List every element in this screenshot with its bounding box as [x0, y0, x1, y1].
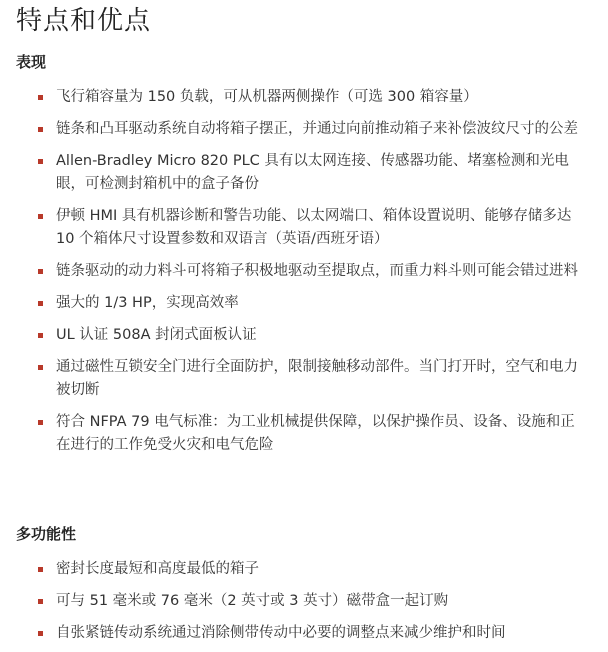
section-title-performance: 表现: [16, 53, 47, 71]
list-item: 飞行箱容量为 150 负载，可从机器两侧操作（可选 300 箱容量）: [0, 86, 608, 109]
page-title: 特点和优点: [16, 6, 152, 36]
list-item: 密封长度最短和高度最低的箱子: [0, 558, 608, 581]
list-item: UL 认证 508A 封闭式面板认证: [0, 324, 608, 347]
list-item: Allen-Bradley Micro 820 PLC 具有以太网连接、传感器功能、堵塞检测和光电眼，可检测封箱机中的盒子备份: [0, 150, 608, 196]
list-item: 符合 NFPA 79 电气标准：为工业机械提供保障，以保护操作员、设备、设施和正在进行的工作免受火灾和电气危险: [0, 411, 608, 457]
bullet-icon: [38, 159, 43, 164]
list-item: 强大的 1/3 HP，实现高效率: [0, 292, 608, 315]
list-item: 通过磁性互锁安全门进行全面防护，限制接触移动部件。当门打开时，空气和电力被切断: [0, 356, 608, 402]
bullet-icon: [38, 365, 43, 370]
bullet-icon: [38, 269, 43, 274]
bullet-icon: [38, 95, 43, 100]
bullet-icon: [38, 333, 43, 338]
bullet-icon: [38, 599, 43, 604]
bullet-icon: [38, 631, 43, 636]
bullet-icon: [38, 127, 43, 132]
performance-list: [0, 86, 608, 457]
list-item: 可与 51 毫米或 76 毫米（2 英寸或 3 英寸）磁带盒一起订购: [0, 590, 608, 613]
list-item: 链条和凸耳驱动系统自动将箱子摆正，并通过向前推动箱子来补偿波纹尺寸的公差: [0, 118, 608, 141]
list-item: 伊顿 HMI 具有机器诊断和警告功能、以太网端口、箱体设置说明、能够存储多达 10 个箱体尺寸设置参数和双语言（英语/西班牙语）: [0, 205, 608, 251]
bullet-icon: [38, 567, 43, 572]
versatility-list: [0, 558, 608, 645]
section-title-versatility: 多功能性: [16, 525, 77, 543]
list-item: 链条驱动的动力料斗可将箱子积极地驱动至提取点，而重力料斗则可能会错过进料: [0, 260, 608, 283]
bullet-icon: [38, 420, 43, 425]
bullet-icon: [38, 301, 43, 306]
bullet-icon: [38, 214, 43, 219]
list-item: 自张紧链传动系统通过消除侧带传动中必要的调整点来减少维护和时间: [0, 622, 608, 645]
